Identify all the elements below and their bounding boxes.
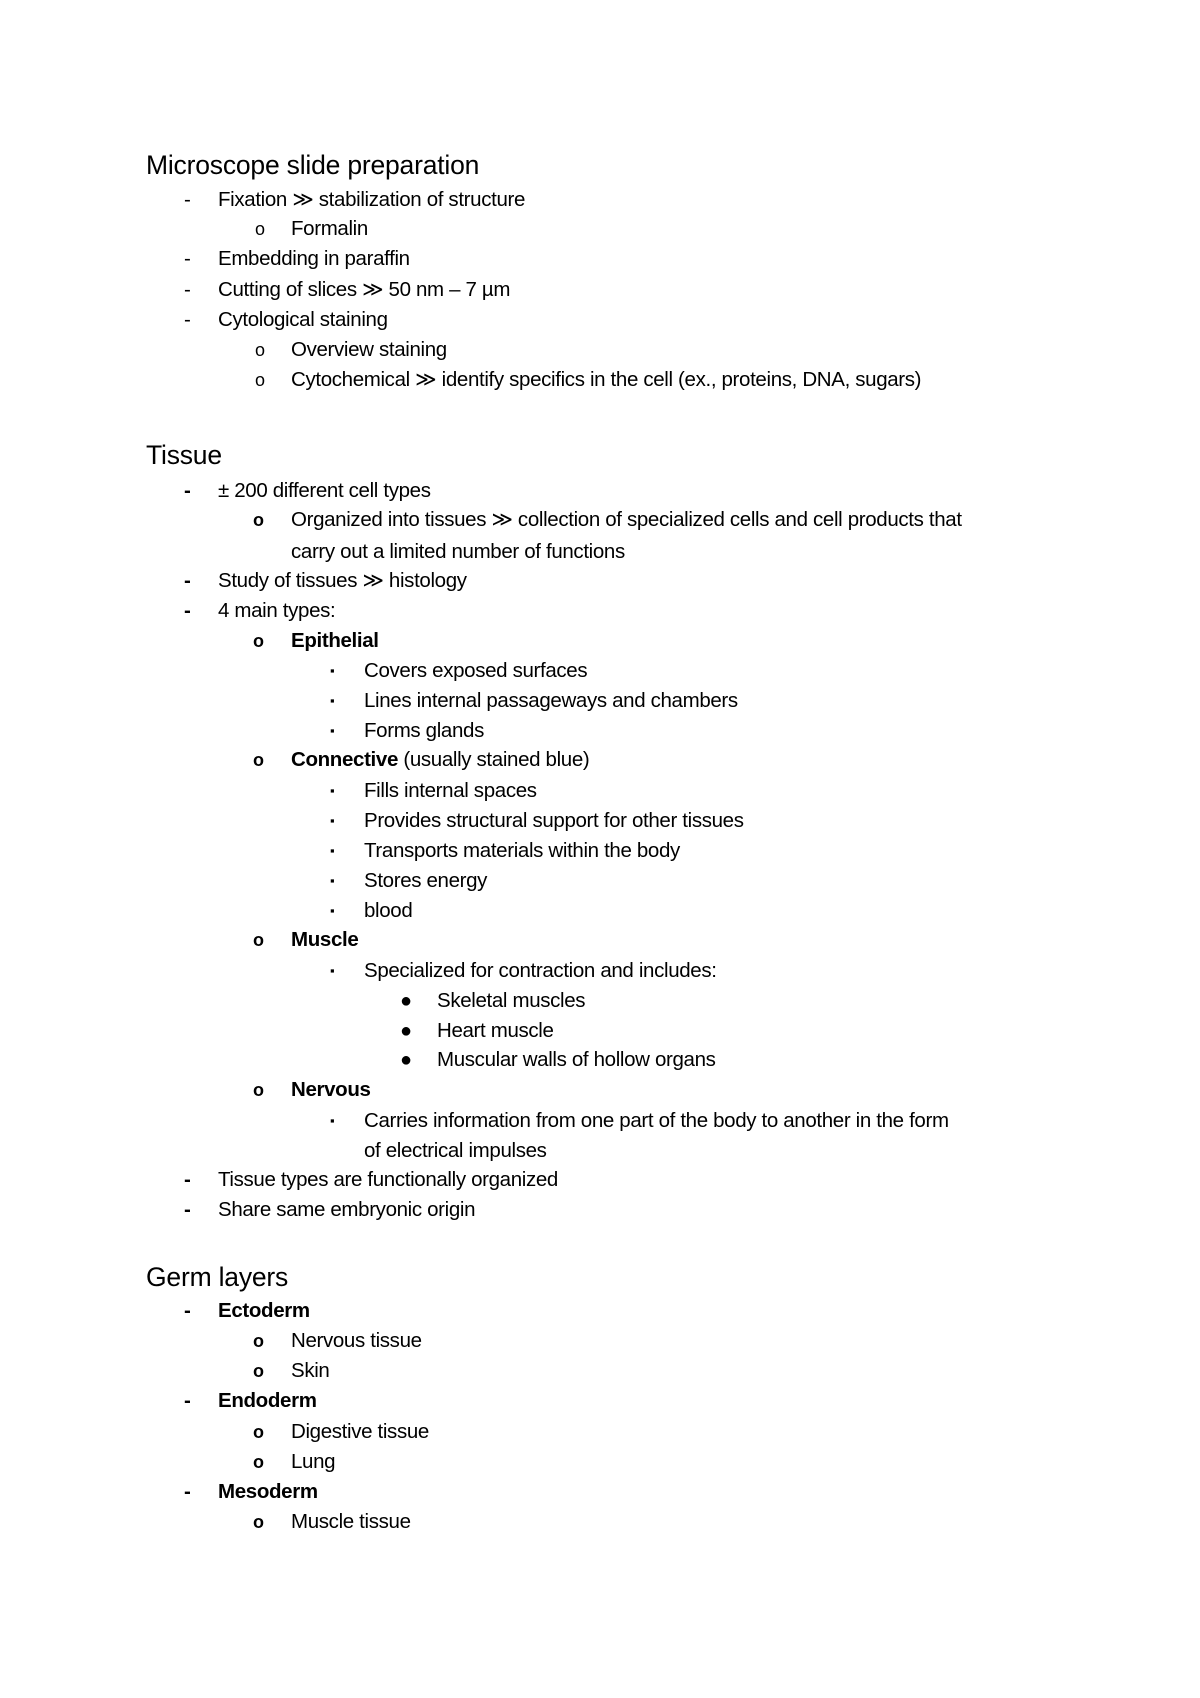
list-item-text: Covers exposed surfaces bbox=[364, 659, 588, 682]
square-bullet: ▪ bbox=[330, 723, 335, 738]
dash-bullet: - bbox=[184, 1168, 191, 1191]
list-item-text bbox=[218, 1387, 317, 1415]
dash-bullet: - bbox=[184, 1299, 191, 1322]
square-bullet: ▪ bbox=[330, 663, 335, 678]
dash-bullet: - bbox=[184, 479, 191, 502]
list-item-text bbox=[291, 627, 379, 655]
list-item-text: of electrical impulses bbox=[364, 1139, 547, 1162]
section-title-slide-prep: Microscope slide preparation bbox=[146, 150, 480, 180]
germ-layer-label: Ectoderm bbox=[218, 1299, 310, 1322]
list-item-text: Forms glands bbox=[364, 719, 484, 742]
dot-bullet: ● bbox=[400, 1049, 412, 1071]
circle-bullet: o bbox=[253, 1361, 264, 1381]
circle-bullet: o bbox=[253, 930, 264, 950]
section-title-germ-layers: Germ layers bbox=[146, 1262, 289, 1292]
dash-bullet: - bbox=[184, 247, 191, 270]
tissue-type-label: Nervous bbox=[291, 1078, 371, 1101]
circle-bullet: o bbox=[253, 750, 264, 770]
circle-bullet: o bbox=[253, 1422, 264, 1442]
list-item-text: Tissue types are functionally organized bbox=[218, 1168, 558, 1191]
list-item-text: Share same embryonic origin bbox=[218, 1198, 476, 1221]
list-item-text bbox=[218, 1297, 310, 1325]
list-item-text: Cutting of slices ≫ 50 nm – 7 µm bbox=[218, 278, 511, 301]
list-item-text: Carries information from one part of the body to another in the form bbox=[364, 1109, 949, 1132]
list-item-text bbox=[291, 746, 589, 774]
list-item-text: Embedding in paraffin bbox=[218, 247, 410, 270]
tissue-type-note: (usually stained blue) bbox=[398, 748, 590, 771]
square-bullet: ▪ bbox=[330, 1113, 335, 1128]
list-item-text: Cytochemical ≫ identify specifics in the cell (ex., proteins, DNA, sugars) bbox=[291, 368, 922, 391]
germ-layer-label: Endoderm bbox=[218, 1389, 317, 1412]
list-item-text: carry out a limited number of functions bbox=[291, 540, 625, 563]
dash-bullet: - bbox=[184, 599, 191, 622]
list-item-text: Organized into tissues ≫ collection of specialized cells and cell products that bbox=[291, 508, 962, 531]
dash-bullet: - bbox=[184, 278, 191, 301]
circle-bullet: o bbox=[253, 1452, 264, 1472]
circle-bullet: o bbox=[253, 1331, 264, 1351]
list-item-text: Heart muscle bbox=[437, 1019, 554, 1042]
list-item-text bbox=[291, 926, 358, 954]
square-bullet: ▪ bbox=[330, 963, 335, 978]
list-item-text: Stores energy bbox=[364, 869, 488, 892]
square-bullet: ▪ bbox=[330, 843, 335, 858]
list-item-text bbox=[218, 1478, 318, 1506]
list-item-text: blood bbox=[364, 899, 413, 922]
circle-bullet: o bbox=[253, 1080, 264, 1100]
tissue-type-label: Epithelial bbox=[291, 629, 379, 652]
list-item-text: Skin bbox=[291, 1359, 330, 1382]
circle-bullet: o bbox=[253, 631, 264, 651]
list-item-text: Formalin bbox=[291, 217, 368, 240]
list-item-text: Cytological staining bbox=[218, 308, 388, 331]
square-bullet: ▪ bbox=[330, 903, 335, 918]
dash-bullet: - bbox=[184, 1389, 191, 1412]
list-item-text: Overview staining bbox=[291, 338, 447, 361]
square-bullet: ▪ bbox=[330, 813, 335, 828]
circle-bullet: o bbox=[255, 370, 265, 390]
square-bullet: ▪ bbox=[330, 693, 335, 708]
square-bullet: ▪ bbox=[330, 873, 335, 888]
list-item-text: Fills internal spaces bbox=[364, 779, 537, 802]
tissue-type-label: Muscle bbox=[291, 928, 359, 951]
list-item-text: Digestive tissue bbox=[291, 1420, 429, 1443]
circle-bullet: o bbox=[255, 219, 265, 239]
circle-bullet: o bbox=[253, 1512, 264, 1532]
list-item-text: Muscle tissue bbox=[291, 1510, 411, 1533]
list-item-text: ± 200 different cell types bbox=[218, 479, 431, 502]
tissue-type-label: Connective bbox=[291, 748, 398, 771]
dash-bullet: - bbox=[184, 1480, 191, 1503]
list-item-text: Transports materials within the body bbox=[364, 839, 680, 862]
list-item-text: Skeletal muscles bbox=[437, 989, 586, 1012]
list-item-text: Fixation ≫ stabilization of structure bbox=[218, 188, 526, 211]
dash-bullet: - bbox=[184, 308, 191, 331]
germ-layer-label: Mesoderm bbox=[218, 1480, 318, 1503]
list-item-text bbox=[291, 1076, 371, 1104]
list-item-text: Specialized for contraction and includes: bbox=[364, 959, 717, 982]
dash-bullet: - bbox=[184, 1198, 191, 1221]
section-title-tissue: Tissue bbox=[146, 440, 222, 470]
dash-bullet: - bbox=[184, 569, 191, 592]
list-item-text: Lung bbox=[291, 1450, 336, 1473]
list-item-text: Lines internal passageways and chambers bbox=[364, 689, 738, 712]
circle-bullet: o bbox=[255, 340, 265, 360]
dash-bullet: - bbox=[184, 188, 191, 211]
circle-bullet: o bbox=[253, 510, 264, 530]
dot-bullet: ● bbox=[400, 990, 412, 1012]
dot-bullet: ● bbox=[400, 1020, 412, 1042]
square-bullet: ▪ bbox=[330, 783, 335, 798]
list-item-text: Study of tissues ≫ histology bbox=[218, 569, 467, 592]
list-item-text: Provides structural support for other tissues bbox=[364, 809, 744, 832]
list-item-text: 4 main types: bbox=[218, 599, 336, 622]
list-item-text: Muscular walls of hollow organs bbox=[437, 1048, 716, 1071]
list-item-text: Nervous tissue bbox=[291, 1329, 422, 1352]
